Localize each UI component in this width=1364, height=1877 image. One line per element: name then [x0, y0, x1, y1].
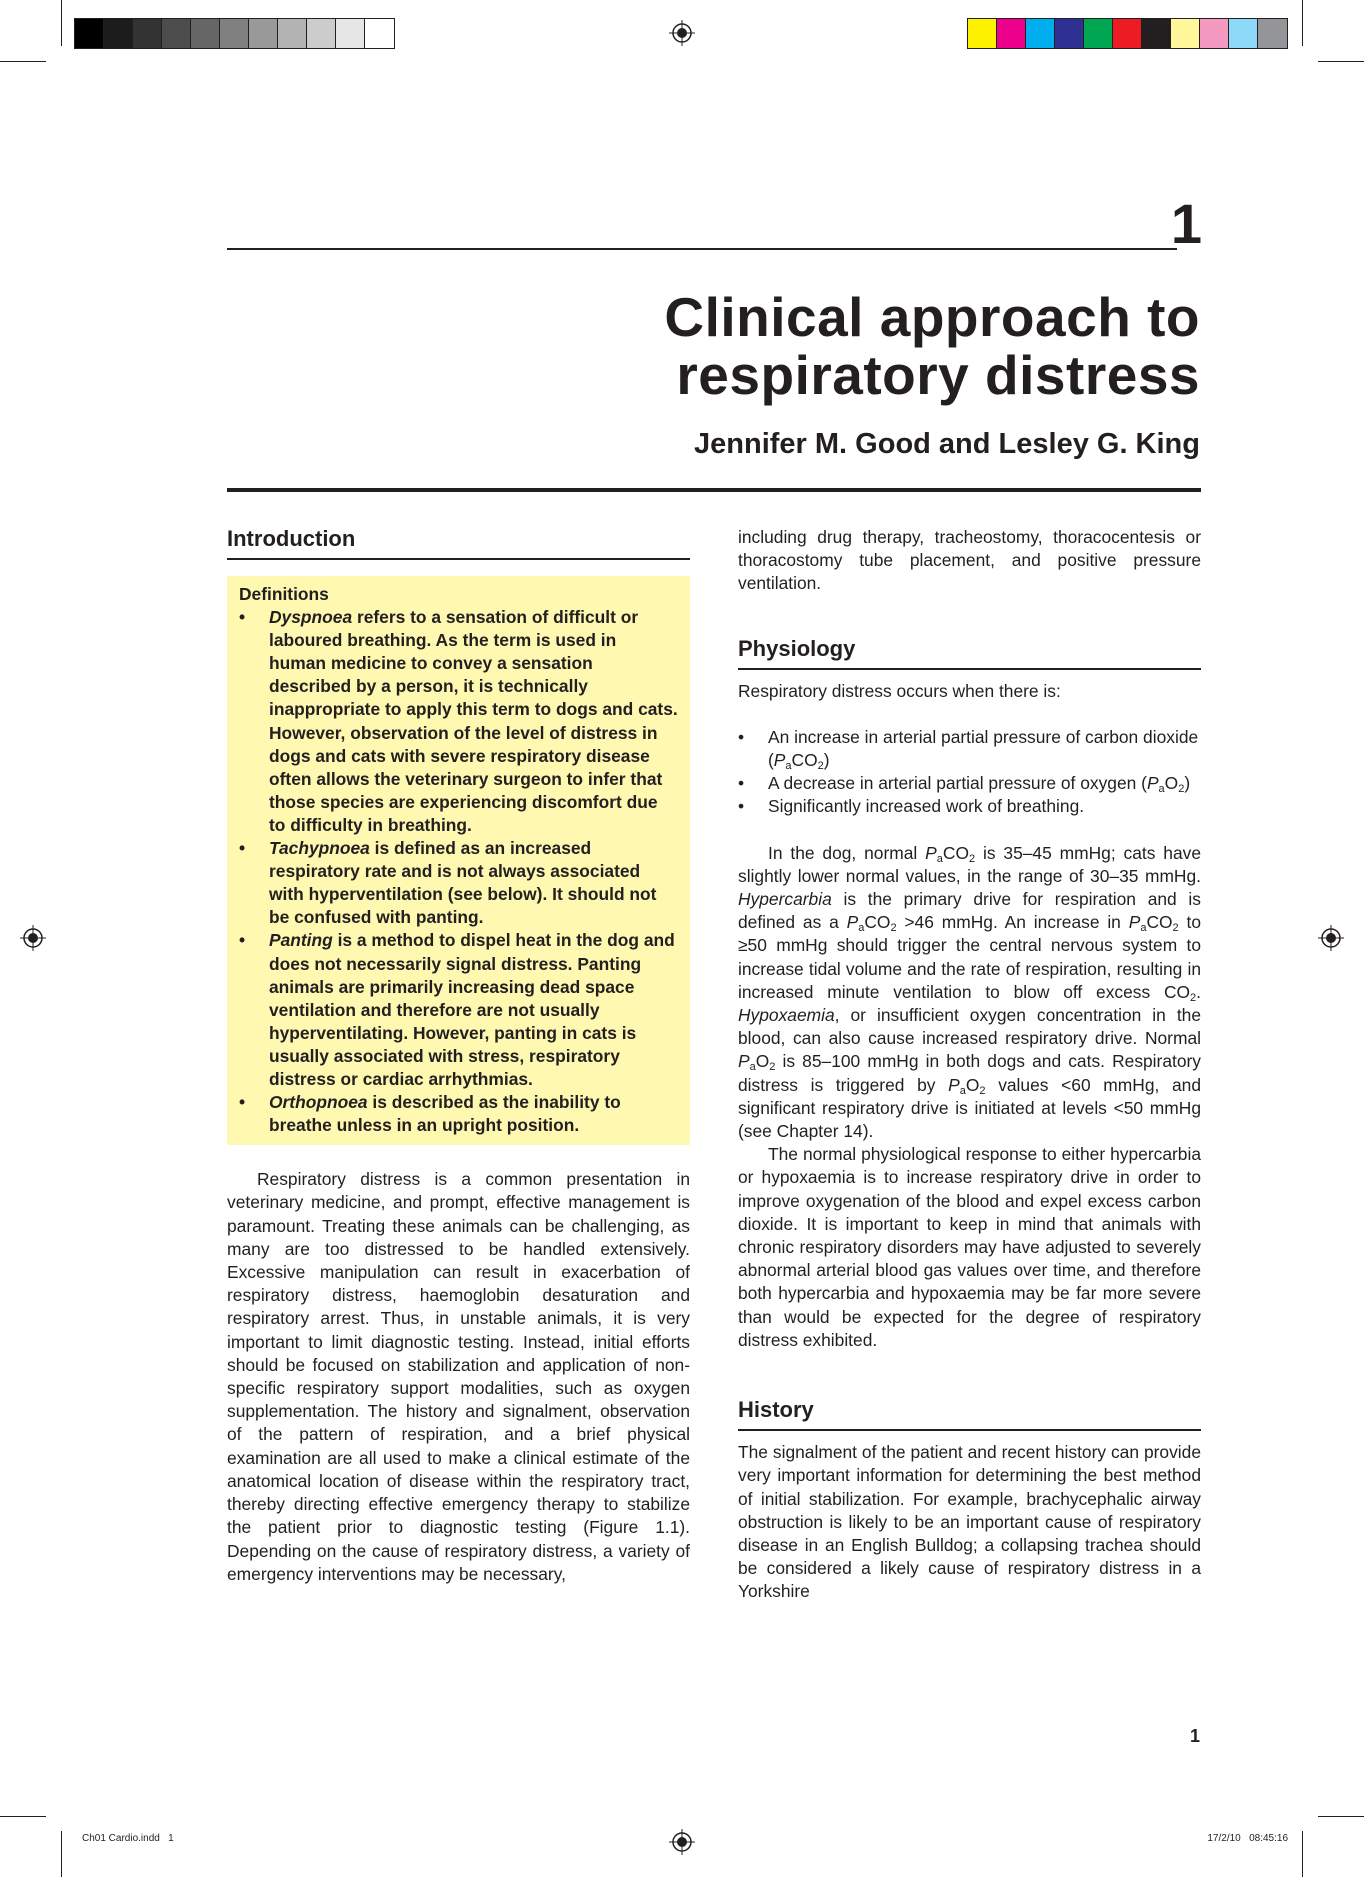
- chapter-number: 1: [1170, 192, 1202, 255]
- gray-swatch: [191, 19, 220, 48]
- chapter-title: [400, 288, 1200, 404]
- section-heading-history: History: [738, 1397, 1201, 1431]
- color-swatch: [1084, 19, 1113, 48]
- color-swatch: [1142, 19, 1171, 48]
- gray-color-bar: [74, 18, 395, 49]
- gray-swatch: [278, 19, 307, 48]
- registration-mark-icon: [20, 925, 46, 951]
- body-paragraph: The normal physiological response to either hypercarbia or hypoxaemia is to increase respiratory drive in order to improve oxygenation of the blood and expel excess carbon dioxide. It is important to keep in mind that animals with chronic respiratory disorders may have adjusted to severely abnormal arterial blood gas values over time, and therefore both hypercarbia and hypoxaemia may be far more severe than would be expected for the degree of respiratory distress exhibited.: [738, 1144, 1201, 1350]
- color-swatch: [1258, 19, 1287, 48]
- slug-filename: Ch01 Cardio.indd 1: [82, 1833, 174, 1844]
- list-item: • A decrease in arterial partial pressure of oxygen $(P_aO_2)$: [738, 772, 1201, 795]
- section-heading-introduction: Introduction: [227, 526, 690, 560]
- color-swatch: [1200, 19, 1229, 48]
- gray-swatch: [307, 19, 336, 48]
- list-item: • An increase in arterial partial pressure of carbon dioxide $(P_aCO_2)$: [738, 726, 1201, 772]
- body-paragraph: The signalment of the patient and recent history can provide very important information for determining the best method of initial stabilization. For example, brachycephalic airway obstruction is likely to be an important cause of respiratory disease in an English Bulldog; a collapsing trachea should be considered a likely cause of respiratory distress in a Yorkshire: [738, 1442, 1201, 1602]
- chapter-rule: [227, 248, 1177, 250]
- definition-text: is described as the inability to breathe unless in an upright position.: [269, 1092, 621, 1136]
- gray-swatch: [162, 19, 191, 48]
- gray-swatch: [220, 19, 249, 48]
- definition-item: [239, 606, 678, 837]
- color-swatch: [1229, 19, 1258, 48]
- color-swatch: [997, 19, 1026, 48]
- gray-swatch: [336, 19, 365, 48]
- definitions-heading: Definitions: [239, 584, 329, 604]
- physiology-list: [738, 726, 1201, 819]
- body-paragraph: Respiratory distress is a common presentation in veterinary medicine, and prompt, effective management is paramount. Treating these animals can be challenging, as many are too distressed to be handled extensively. Excessive manipulation can result in exacerbation of respiratory distress, haemoglobin desaturation and respiratory arrest. Thus, in unstable animals, it is very important to limit diagnostic testing. Instead, initial efforts should be focused on stabilization and application of non-specific respiratory support modalities, such as oxygen supplementation. The history and signalment, observation of the pattern of respiration, and a brief physical examination are all used to make a clinical estimate of the anatomical location of disease within the respiratory tract, thereby directing effective emergency therapy to stabilize the patient prior to diagnostic testing (Figure 1.1). Depending on the cause of respiratory distress, a variety of emergency interventions may be necessary,: [227, 1169, 690, 1584]
- slug-timestamp: 17/2/10 08:45:16: [1207, 1833, 1288, 1844]
- list-item: • Significantly increased work of breathing.: [738, 795, 1201, 818]
- physiology-lead: Respiratory distress occurs when there is:: [738, 680, 1061, 701]
- page-number: 1: [1189, 1726, 1200, 1746]
- chapter-authors: Jennifer M. Good and Lesley G. King: [694, 428, 1200, 460]
- definition-text: is defined as an increased respiratory rate and is not always associated with hyperventilation (see below). It should not be confused with panting.: [269, 838, 657, 928]
- gray-swatch: [104, 19, 133, 48]
- gray-swatch: [75, 19, 104, 48]
- process-color-bar: [967, 18, 1288, 49]
- gray-swatch: [365, 19, 394, 48]
- left-column: [227, 526, 690, 1586]
- definition-term: Dyspnoea: [269, 607, 353, 628]
- definition-term: Orthopnoea: [269, 1092, 368, 1113]
- definitions-box: [227, 576, 690, 1145]
- gray-swatch: [133, 19, 162, 48]
- section-heading-physiology: Physiology: [738, 636, 1201, 670]
- registration-mark-icon: [1318, 925, 1344, 951]
- color-swatch: [1171, 19, 1200, 48]
- registration-mark-icon: [669, 1829, 695, 1855]
- color-swatch: [1113, 19, 1142, 48]
- body-paragraph: including drug therapy, tracheostomy, thoracocentesis or thoracostomy tube placement, and positive pressure ventilation.: [738, 527, 1201, 594]
- definition-text: is a method to dispel heat in the dog and does not necessarily signal distress. Panting animals are primarily increasing dead space ventilation and therefore are not usually hyperventilating. However, panting in cats is usually associated with stress, respiratory distress or cardiac arrhythmias.: [269, 930, 675, 1089]
- chapter-title-line: respiratory distress: [676, 344, 1200, 406]
- definition-term: Tachypnoea: [269, 838, 370, 859]
- definition-term: Panting: [269, 930, 333, 951]
- chapter-title-line: Clinical approach to: [664, 286, 1200, 348]
- definition-text: refers to a sensation of difficult or laboured breathing. As the term is used in human medicine to convey a sensation described by a person, it is technically inappropriate to apply this term to dogs and cats. However, observation of the level of distress in dogs and cats with severe respiratory disease often allows the veterinary surgeon to infer that those species are experiencing discomfort due to difficulty in breathing.: [269, 607, 678, 835]
- body-paragraph: In the dog, normal $P_aCO_2$ is 35–45 mmHg; cats have slightly lower normal values, in the range of 30–35 mmHg. Hypercarbia is the primary drive for respiration and is defined as a $P_aCO_2 >46$ mmHg. An increase in $P_aCO_2$ to ≥50 mmHg should trigger the central nervous system to increase tidal volume and the rate of respiration, resulting in increased minute ventilation to blow off excess $CO_2$. Hypoxaemia, or insufficient oxygen concentration in the blood, can also cause increased respiratory drive. Normal $P_aO_2$ is 85–100 mmHg in both dogs and cats. Respiratory distress is triggered by $P_aO_2$ values <60 mmHg, and significant respiratory drive is initiated at levels <50 mmHg (see Chapter 14).: [738, 842, 1202, 1142]
- color-swatch: [1026, 19, 1055, 48]
- definition-item: [239, 929, 678, 1091]
- color-swatch: [1055, 19, 1084, 48]
- gray-swatch: [249, 19, 278, 48]
- right-column: [738, 526, 1201, 1604]
- heading-divider: [227, 488, 1201, 492]
- registration-mark-icon: [669, 20, 695, 46]
- definition-item: [239, 837, 678, 929]
- definition-item: [239, 1091, 678, 1137]
- color-swatch: [968, 19, 997, 48]
- definitions-list: [239, 606, 678, 1137]
